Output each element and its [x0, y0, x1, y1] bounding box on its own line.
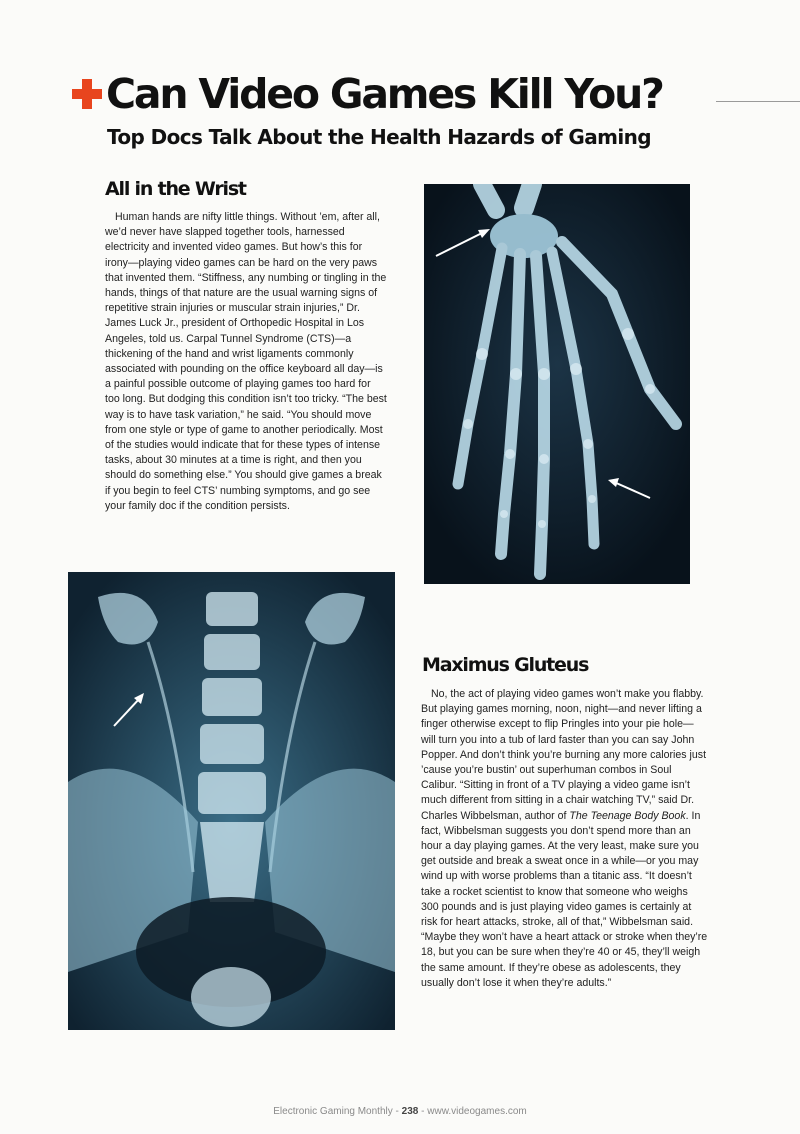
page-subtitle: Top Docs Talk About the Health Hazards of Gaming [107, 125, 651, 149]
paragraph-wrist: Human hands are nifty little things. Without ’em, after all, we’d never have slapped together tools, harnessed electricity and invented video games. But how’s this for irony—playing video games can be hard on the very paws that invented them. “Stiffness, any numbing or tingling in the hands, things of that nature are the usual warning signs of repetitive strain injuries or muscular strain injuries,” Dr. James Luck Jr., president of Orthopedic Hospital in Los Angeles, told us. Carpal Tunnel Syndrome (CTS)—a thickening of the hand and wrist ligaments commonly associated with pounding on the office keyboard all day—is a painful possible outcome of playing games too hard for too long. But dodging this condition isn’t too tricky. “The best way is to have task variation,” he said. “You should move from one style or type of game to another periodically. Most of the studies would indicate that for these types of intense tasks, about 30 minutes at a time is right, and then you should do something else.” You should give games a break if you begin to feel CTS’ numbing symptoms, and go see your family doc if the condition persists. [105, 211, 387, 512]
page-footer [0, 1106, 800, 1117]
red-plus-icon [70, 77, 104, 111]
footer-website: www.videogames.com [427, 1106, 527, 1117]
page-title: Can Video Games Kill You? [106, 70, 663, 118]
footer-separator: - [421, 1106, 425, 1117]
pelvis-xray-drawing [68, 572, 395, 1030]
article-body-wrist [105, 210, 388, 514]
title-rule [716, 101, 800, 102]
footer-magazine: Electronic Gaming Monthly [273, 1106, 393, 1117]
book-title: The Teenage Body Book [569, 809, 686, 822]
footer-separator: - [395, 1106, 399, 1117]
paragraph-gluteus-part2: . In fact, Wibbelsman suggests you don’t spend more than an hour a day playing games. At the very least, make sure you get outside and break a sweat once in a while—or you may wind up with worse problems than a titanic ass. “It doesn’t take a rocket scientist to know that someone who weighs 300 pounds and is just playing video games is certainly at risk for heart attacks, stroke, all of that,” Wibbelsman said. “Maybe they won’t have a heart attack or stroke when they’re 18, but you can be sure when they’re 40 or 45, they’ll weigh the same amount. If they’re obese as adolescents, they usually don’t lose it when they’re adults.” [421, 809, 708, 989]
section-heading-wrist: All in the Wrist [105, 178, 246, 200]
pelvis-xray-image [68, 572, 395, 1030]
title-row [70, 68, 663, 120]
paragraph-gluteus [421, 687, 708, 991]
hand-xray-image [424, 184, 690, 584]
article-body-gluteus [421, 687, 708, 991]
footer-page-number: 238 [401, 1106, 419, 1117]
paragraph-gluteus-part1: No, the act of playing video games won’t make you flabby. But playing games morning, noon, night—and never lifting a finger otherwise except to flip Pringles into your pie hole—will turn you into a tub of lard faster than you can say John Popper. And don’t think you’re burning any more calories just ’cause you’re bustin’ out superhuman combos in Soul Calibur. “Sitting in front of a TV playing a video game isn’t much different from sitting in a chair watching TV,” said Dr. Charles Wibbelsman, author of [421, 688, 707, 822]
section-heading-gluteus: Maximus Gluteus [422, 654, 589, 676]
hand-xray-drawing [424, 184, 690, 584]
